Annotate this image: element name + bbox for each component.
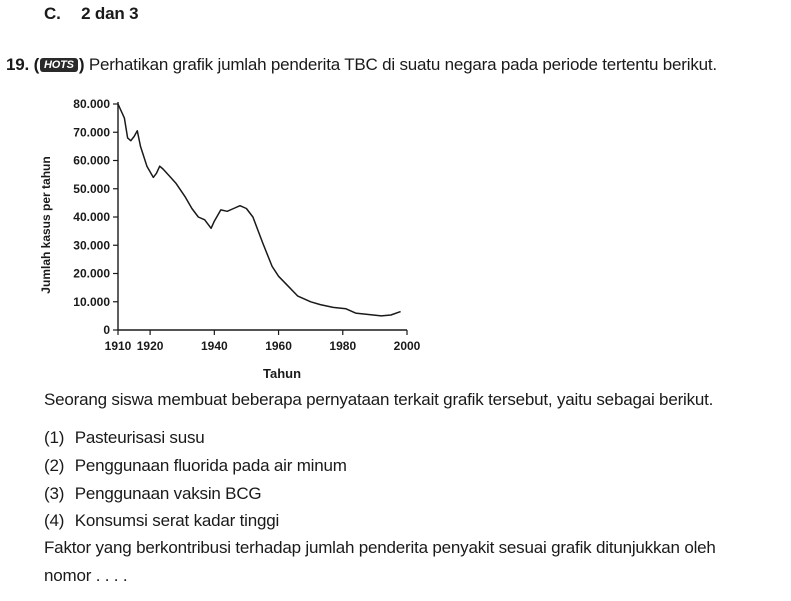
question-number: 19.	[6, 55, 30, 74]
y-tick-label: 40.000	[73, 210, 110, 224]
statement-2	[44, 456, 347, 476]
option-text: 2 dan 3	[81, 4, 139, 23]
statement-text: Pasteurisasi susu	[74, 428, 205, 447]
x-tick-label: 1920	[136, 339, 164, 353]
statement-text: Penggunaan fluorida pada air minum	[74, 456, 347, 475]
answer-option-c	[44, 4, 138, 24]
y-ticks	[73, 97, 118, 337]
question-text: Perhatikan grafik jumlah penderita TBC di suatu negara pada periode tertentu berikut.	[88, 55, 717, 74]
statement-text: Konsumsi serat kadar tinggi	[74, 511, 280, 530]
statement-3	[44, 484, 261, 504]
x-tick-label: 2000	[393, 339, 421, 353]
y-tick-label: 10.000	[73, 294, 110, 309]
tbc-cases-line	[118, 104, 401, 316]
statement-number: (1)	[44, 428, 65, 447]
y-axis-label: Jumlah kasus per tahun	[39, 156, 53, 294]
statement-number: (4)	[44, 511, 65, 530]
open-paren: (	[33, 55, 40, 74]
y-tick-label: 50.000	[73, 181, 110, 196]
x-tick-label: 1910	[104, 339, 132, 353]
y-tick-label: 60.000	[73, 153, 110, 168]
x-tick-label: 1980	[329, 339, 357, 353]
close-paren: )	[78, 55, 85, 74]
series-group	[118, 104, 401, 316]
question-header	[6, 55, 717, 75]
option-letter: C.	[44, 4, 61, 23]
x-axis-label: Tahun	[262, 366, 302, 380]
y-tick-label: 20.000	[73, 266, 110, 281]
statement-1	[44, 428, 205, 448]
statement-4	[44, 511, 279, 531]
statement-text: Penggunaan vaksin BCG	[74, 484, 262, 503]
hots-badge: HOTS	[40, 58, 78, 72]
y-tick-label: 80.000	[73, 97, 110, 111]
x-tick-label: 1940	[200, 339, 228, 353]
statement-number: (3)	[44, 484, 65, 503]
closing-paragraph-line2: nomor . . . .	[44, 566, 128, 585]
statement-number: (2)	[44, 456, 65, 475]
tbc-line-chart	[30, 90, 450, 380]
y-tick-label: 0	[103, 323, 110, 337]
intro-paragraph: Seorang siswa membuat beberapa pernyataan terkait grafik tersebut, yaitu sebagai berikut.	[44, 390, 714, 409]
y-tick-label: 30.000	[73, 238, 110, 253]
x-tick-label: 1960	[265, 339, 292, 353]
chart-axes	[118, 102, 407, 330]
y-tick-label: 70.000	[73, 125, 110, 140]
x-ticks	[105, 330, 421, 353]
closing-paragraph-line1: Faktor yang berkontribusi terhadap jumlah penderita penyakit sesuai grafik ditunjukkan oleh	[44, 538, 716, 557]
